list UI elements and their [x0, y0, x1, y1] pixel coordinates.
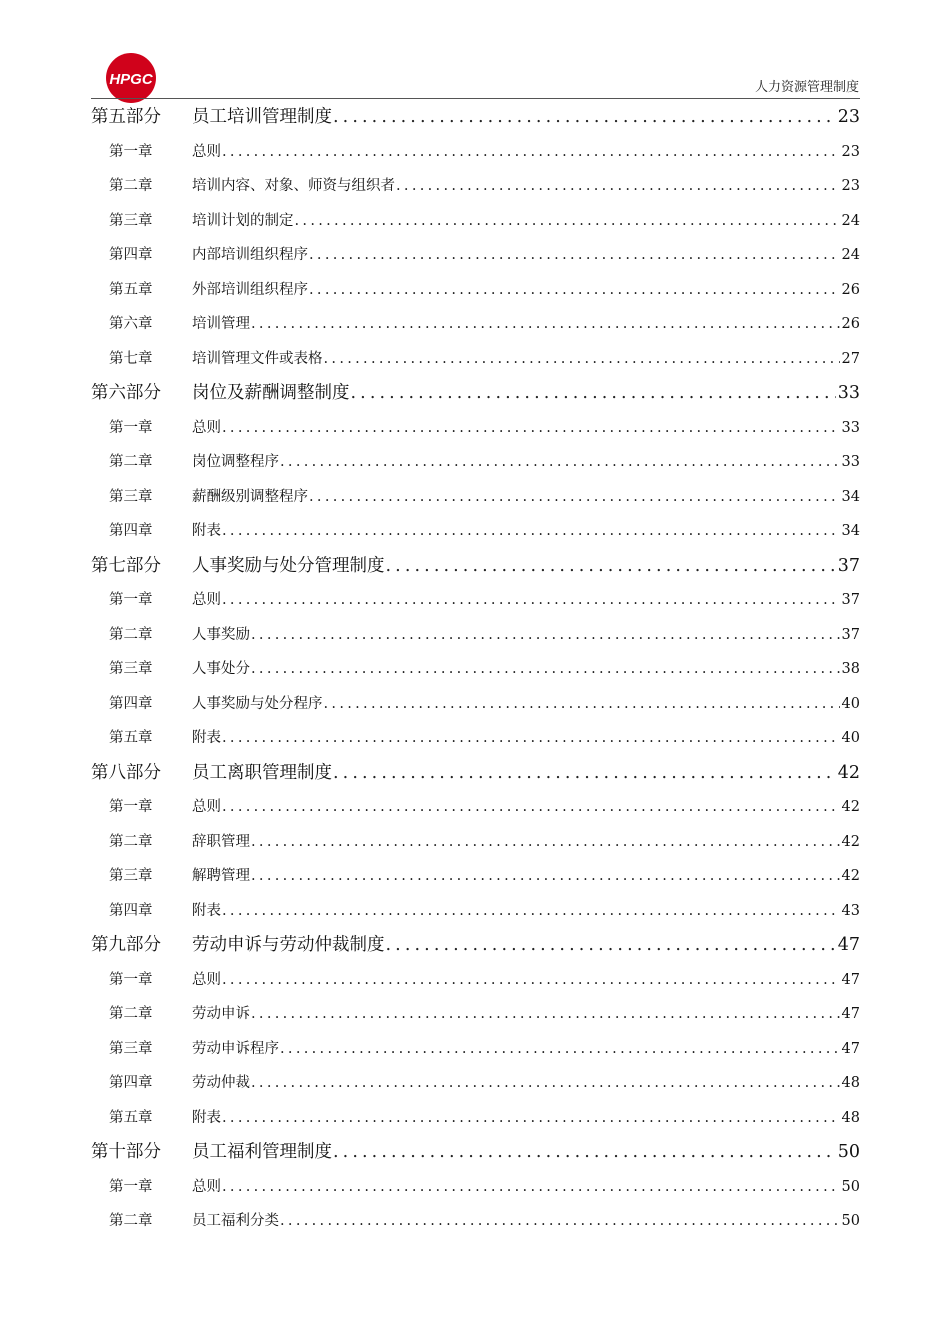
- toc-entry-number: 第五章: [109, 281, 153, 298]
- toc-entry-page: 43: [841, 902, 860, 919]
- toc-entry-title: 辞职管理: [192, 833, 250, 850]
- toc-part-entry[interactable]: [91, 928, 860, 963]
- toc-entry-number: 第七章: [109, 350, 153, 367]
- toc-entry-title: 总则: [192, 419, 221, 436]
- toc-entry-page: 33: [841, 419, 860, 436]
- toc-entry-title: 员工福利分类: [192, 1213, 279, 1229]
- toc-entry-title: 劳动申诉程序: [192, 1040, 279, 1057]
- toc-entry-number: 第三章: [109, 1040, 153, 1057]
- toc-entry-number: 第二章: [109, 178, 153, 194]
- toc-chapter-entry[interactable]: [91, 997, 860, 1032]
- toc-entry-number: 第二章: [109, 454, 153, 470]
- toc-chapter-entry[interactable]: [91, 204, 860, 239]
- toc-chapter-entry[interactable]: [91, 1204, 860, 1239]
- dot-leader: [221, 1170, 840, 1205]
- toc-entry-page: 50: [837, 1142, 860, 1162]
- toc-entry-number: 第五章: [109, 1109, 153, 1126]
- toc-chapter-entry[interactable]: [91, 169, 860, 204]
- toc-chapter-entry[interactable]: [91, 859, 860, 894]
- toc-chapter-entry[interactable]: [91, 135, 860, 170]
- dot-leader: [395, 169, 840, 204]
- toc-entry-number: 第一章: [109, 592, 153, 608]
- dot-leader: [308, 238, 840, 273]
- toc-entry-title: 培训管理文件或表格: [192, 350, 323, 367]
- toc-entry-page: 33: [841, 454, 860, 470]
- toc-entry-page: 23: [841, 143, 860, 160]
- dot-leader: [332, 100, 836, 135]
- toc-entry-number: 第二章: [109, 626, 153, 643]
- toc-chapter-entry[interactable]: [91, 652, 860, 687]
- toc-part-entry[interactable]: [91, 756, 860, 791]
- toc-entry-title: 员工离职管理制度: [192, 762, 332, 783]
- toc-entry-title: 总则: [192, 1178, 221, 1195]
- toc-entry-title: 人事奖励与处分程序: [192, 695, 323, 712]
- dot-leader: [221, 721, 840, 756]
- toc-entry-page: 47: [841, 971, 860, 988]
- toc-entry-number: 第一章: [109, 419, 153, 436]
- toc-entry-title: 解聘管理: [192, 868, 250, 884]
- toc-part-entry[interactable]: [91, 376, 860, 411]
- toc-entry-page: 34: [841, 488, 860, 505]
- dot-leader: [294, 204, 840, 239]
- toc-entry-number: 第三章: [109, 212, 153, 229]
- toc-entry-page: 47: [841, 1040, 860, 1057]
- toc-part-entry[interactable]: [91, 1135, 860, 1170]
- toc-entry-number: 第四章: [109, 1075, 153, 1091]
- toc-chapter-entry[interactable]: [91, 894, 860, 929]
- toc-entry-number: 第四章: [109, 902, 153, 919]
- toc-chapter-entry[interactable]: [91, 411, 860, 446]
- dot-leader: [250, 652, 840, 687]
- toc-entry-title: 人事处分: [192, 661, 250, 677]
- toc-chapter-entry[interactable]: [91, 1101, 860, 1136]
- toc-chapter-entry[interactable]: [91, 618, 860, 653]
- toc-entry-page: 47: [837, 935, 860, 955]
- toc-entry-title: 附表: [192, 523, 221, 539]
- toc-entry-title: 附表: [192, 902, 221, 919]
- toc-entry-title: 人事奖励: [192, 626, 250, 643]
- toc-chapter-entry[interactable]: [91, 238, 860, 273]
- toc-entry-number: 第六章: [109, 316, 153, 332]
- toc-chapter-entry[interactable]: [91, 963, 860, 998]
- toc-entry-title: 培训管理: [192, 316, 250, 332]
- toc-entry-page: 37: [837, 555, 860, 576]
- toc-entry-page: 40: [841, 695, 860, 712]
- toc-chapter-entry[interactable]: [91, 480, 860, 515]
- toc-entry-title: 员工培训管理制度: [192, 107, 332, 127]
- toc-entry-title: 附表: [192, 1109, 221, 1126]
- dot-leader: [250, 618, 840, 653]
- toc-entry-title: 总则: [192, 799, 221, 815]
- dot-leader: [250, 997, 840, 1032]
- toc-entry-number: 第四章: [109, 695, 153, 712]
- toc-part-entry[interactable]: [91, 549, 860, 584]
- toc-entry-number: 第三章: [109, 868, 153, 884]
- toc-entry-number: 第一章: [109, 799, 153, 815]
- toc-chapter-entry[interactable]: [91, 1032, 860, 1067]
- toc-entry-number: 第四章: [109, 247, 153, 263]
- toc-entry-title: 附表: [192, 730, 221, 746]
- dot-leader: [221, 514, 840, 549]
- toc-entry-number: 第十部分: [91, 1142, 161, 1162]
- toc-entry-number: 第五章: [109, 730, 153, 746]
- dot-leader: [323, 342, 840, 377]
- toc-entry-page: 23: [837, 107, 860, 127]
- dot-leader: [332, 756, 836, 791]
- toc-entry-number: 第一章: [109, 1178, 153, 1195]
- dot-leader: [221, 583, 840, 618]
- toc-entry-page: 24: [841, 247, 860, 263]
- toc-entry-page: 48: [841, 1075, 860, 1091]
- toc-entry-number: 第五部分: [91, 107, 161, 127]
- dot-leader: [221, 135, 840, 170]
- header-title: 人力资源管理制度: [754, 80, 859, 95]
- toc-entry-page: 27: [841, 350, 860, 367]
- toc-entry-title: 劳动申诉: [192, 1006, 250, 1022]
- dot-leader: [250, 859, 840, 894]
- toc-entry-title: 总则: [192, 143, 221, 160]
- dot-leader: [332, 1135, 836, 1170]
- toc-entry-title: 培训计划的制定: [192, 212, 294, 229]
- toc-entry-page: 37: [841, 592, 860, 608]
- toc-chapter-entry[interactable]: [91, 687, 860, 722]
- toc-entry-page: 37: [841, 626, 860, 643]
- toc-entry-title: 劳动仲裁: [192, 1075, 250, 1091]
- toc-chapter-entry[interactable]: [91, 1170, 860, 1205]
- toc-entry-page: 38: [841, 661, 860, 677]
- toc-entry-page: 42: [841, 799, 860, 815]
- toc-entry-number: 第二章: [109, 1213, 153, 1229]
- header-divider: [91, 98, 860, 99]
- toc-chapter-entry[interactable]: [91, 1066, 860, 1101]
- toc-entry-page: 23: [841, 178, 860, 194]
- toc-chapter-entry[interactable]: [91, 790, 860, 825]
- toc-entry-title: 总则: [192, 971, 221, 988]
- toc-entry-number: 第一章: [109, 143, 153, 160]
- table-of-contents: [91, 100, 860, 1239]
- company-logo: [103, 52, 159, 104]
- toc-entry-number: 第四章: [109, 523, 153, 539]
- dot-leader: [250, 825, 840, 860]
- dot-leader: [221, 1101, 840, 1136]
- toc-chapter-entry[interactable]: [91, 273, 860, 308]
- dot-leader: [221, 894, 840, 929]
- dot-leader: [279, 445, 840, 480]
- dot-leader: [221, 963, 840, 998]
- toc-chapter-entry[interactable]: [91, 721, 860, 756]
- dot-leader: [350, 376, 836, 411]
- dot-leader: [250, 1066, 840, 1101]
- dot-leader: [308, 480, 840, 515]
- toc-entry-title: 劳动申诉与劳动仲裁制度: [192, 935, 385, 955]
- toc-chapter-entry[interactable]: [91, 583, 860, 618]
- toc-entry-number: 第三章: [109, 661, 153, 677]
- toc-entry-number: 第八部分: [91, 762, 161, 783]
- toc-part-entry[interactable]: [91, 100, 860, 135]
- toc-entry-number: 第二章: [109, 833, 153, 850]
- dot-leader: [385, 549, 836, 584]
- toc-entry-page: 34: [841, 523, 860, 539]
- toc-entry-title: 培训内容、对象、师资与组织者: [192, 178, 395, 194]
- toc-chapter-entry[interactable]: [91, 307, 860, 342]
- toc-entry-title: 岗位调整程序: [192, 454, 279, 470]
- toc-entry-title: 岗位及薪酬调整制度: [192, 383, 350, 403]
- toc-entry-page: 42: [841, 833, 860, 850]
- toc-entry-page: 26: [841, 316, 860, 332]
- toc-entry-title: 总则: [192, 592, 221, 608]
- dot-leader: [308, 273, 840, 308]
- toc-entry-title: 员工福利管理制度: [192, 1142, 332, 1162]
- toc-entry-page: 33: [837, 383, 860, 403]
- toc-entry-number: 第六部分: [91, 383, 161, 403]
- toc-entry-page: 40: [841, 730, 860, 746]
- toc-entry-page: 26: [841, 281, 860, 298]
- dot-leader: [323, 687, 840, 722]
- toc-entry-page: 42: [837, 762, 860, 783]
- logo-text: HPGC: [109, 71, 153, 88]
- dot-leader: [221, 411, 840, 446]
- toc-entry-number: 第三章: [109, 488, 153, 505]
- dot-leader: [279, 1032, 840, 1067]
- toc-entry-number: 第九部分: [91, 935, 161, 955]
- toc-entry-page: 50: [841, 1213, 860, 1229]
- toc-chapter-entry[interactable]: [91, 445, 860, 480]
- toc-chapter-entry[interactable]: [91, 825, 860, 860]
- toc-entry-title: 内部培训组织程序: [192, 247, 308, 263]
- toc-entry-page: 42: [841, 868, 860, 884]
- toc-chapter-entry[interactable]: [91, 342, 860, 377]
- dot-leader: [250, 307, 840, 342]
- toc-entry-page: 48: [841, 1109, 860, 1126]
- toc-entry-number: 第七部分: [91, 555, 161, 576]
- toc-entry-page: 24: [841, 212, 860, 229]
- toc-entry-page: 50: [841, 1178, 860, 1195]
- dot-leader: [221, 790, 840, 825]
- dot-leader: [279, 1204, 840, 1239]
- toc-chapter-entry[interactable]: [91, 514, 860, 549]
- toc-entry-page: 47: [841, 1006, 860, 1022]
- toc-entry-title: 外部培训组织程序: [192, 281, 308, 298]
- toc-entry-number: 第一章: [109, 971, 153, 988]
- dot-leader: [385, 928, 836, 963]
- toc-entry-number: 第二章: [109, 1006, 153, 1022]
- toc-entry-title: 薪酬级别调整程序: [192, 488, 308, 505]
- toc-entry-title: 人事奖励与处分管理制度: [192, 555, 385, 576]
